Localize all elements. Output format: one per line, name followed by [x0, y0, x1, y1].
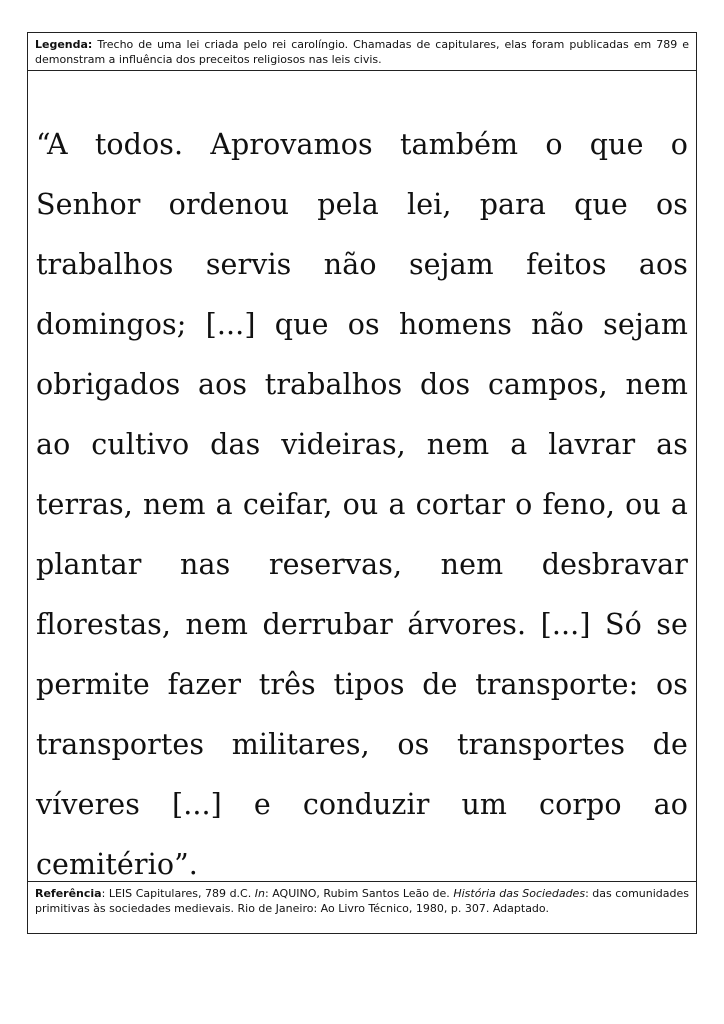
legend-label: Legenda: — [35, 38, 93, 51]
legend-box — [28, 33, 696, 71]
reference-box — [28, 881, 696, 933]
quote-box — [28, 71, 696, 881]
legend-text: Trecho de uma lei criada pelo rei carolíngio. Chamadas de capitulares, elas foram publicadas em 789 e demonstram a influência dos preceitos religiosos nas leis civis. — [35, 38, 689, 66]
reference-in-label: In — [254, 887, 265, 900]
reference-book-title: História das Sociedades — [453, 887, 586, 900]
reference-part-2: : AQUINO, Rubim Santos Leão de. — [264, 887, 454, 900]
reference-label: Referência — [35, 887, 102, 900]
reference-part-3: : das comunidades primitivas às sociedades medievais. Rio de Janeiro: Ao Livro Técnico, 1980, p. 307. Adaptado. — [35, 887, 689, 915]
reference-part-1: : LEIS Capitulares, 789 d.C. — [101, 887, 255, 900]
quote-text: “A todos. Aprovamos também o que o Senhor ordenou pela lei, para que os trabalhos servis não sejam feitos aos domingos; [...] que os homens não sejam obrigados aos trabalhos dos campos, nem ao cultivo das videiras, nem a lavrar as terras, nem a ceifar, ou a cortar o feno, ou a plantar nas reservas, nem desbravar florestas, nem derrubar árvores. [...] Só se permite fazer três tipos de transporte: os transportes militares, os transportes de víveres [...] e conduzir um corpo ao cemitério”. — [36, 128, 688, 881]
document-frame — [27, 32, 697, 934]
